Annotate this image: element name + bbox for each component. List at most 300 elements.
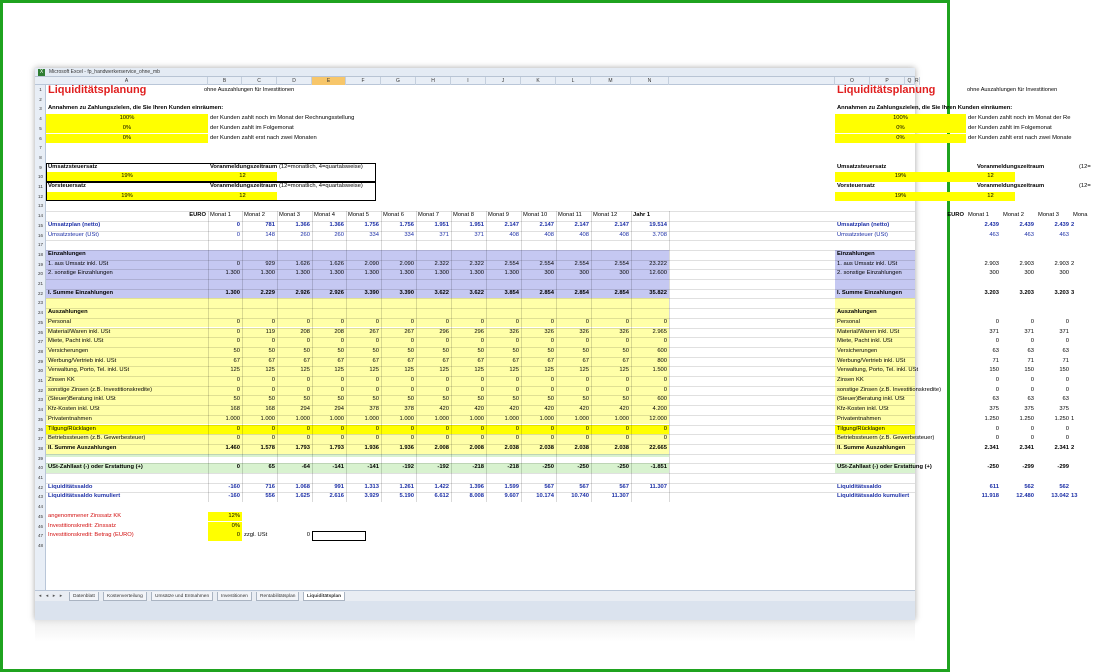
cell-value[interactable]: 125 [404,367,414,374]
cell-value[interactable]: 168 [230,406,240,413]
cell-value[interactable]: 1.000 [399,415,414,422]
cell-value[interactable]: 2 [1071,221,1075,228]
cell-value[interactable]: 0 [995,377,999,383]
cell-value[interactable]: 0 [550,318,554,325]
vst-period[interactable]: 12 [987,192,994,199]
cell-value[interactable]: 1.300 [504,270,519,277]
cell-value[interactable]: 0 [306,338,310,345]
cell-value[interactable]: 50 [442,396,449,403]
cell-value[interactable]: 0 [995,425,999,432]
cell-value[interactable]: 420 [579,406,589,413]
cell-value[interactable]: 0 [663,377,667,383]
cell-value[interactable]: 1.756 [399,221,414,228]
cell-value[interactable]: 562 [1024,483,1034,490]
cell-value[interactable]: -250 [617,464,629,471]
cell-value[interactable]: 0 [375,425,379,432]
cell-value[interactable]: 378 [404,406,414,413]
cell-value[interactable]: 334 [404,231,414,238]
cell-value[interactable]: 3.622 [434,289,449,296]
cell-value[interactable]: 0 [625,425,629,432]
cell-value[interactable]: 0 [445,338,449,345]
cell-value[interactable]: 2 [1071,444,1075,451]
cell-value[interactable]: 0 [585,377,589,383]
column-header-K[interactable]: K [521,77,556,85]
cell-value[interactable]: 63 [992,347,999,354]
cell-value[interactable]: 781 [265,221,275,228]
row-header[interactable]: 23 [37,300,43,306]
cell-value[interactable]: 2.439 [1019,221,1034,228]
cell-value[interactable]: 0 [550,425,554,432]
cell-value[interactable]: 1.756 [364,221,379,228]
cell-value[interactable]: 0 [236,386,240,393]
cell-value[interactable]: 2.554 [504,260,519,267]
row-header[interactable]: 38 [37,445,43,451]
cell-value[interactable]: 300 [989,270,999,277]
cell-value[interactable]: 378 [369,406,379,413]
cell-value[interactable]: 375 [1059,406,1069,413]
cell-value[interactable]: 1.396 [469,483,484,490]
cell-value[interactable]: 371 [474,231,484,238]
cell-value[interactable]: 463 [989,231,999,238]
cell-value[interactable]: -192 [437,464,449,471]
column-header-H[interactable]: H [416,77,451,85]
cell-value[interactable]: 0 [995,435,999,442]
cell-value[interactable]: 2.008 [469,444,484,451]
cell-value[interactable]: 0 [410,425,414,432]
cell-value[interactable]: 929 [265,260,275,267]
cell-value[interactable]: 0 [271,425,275,432]
cell-value[interactable]: 63 [1027,347,1034,354]
cell-value[interactable]: 800 [657,357,667,364]
cell-value[interactable] [1071,231,1073,241]
cell-value[interactable]: 3.622 [469,289,484,296]
row-header[interactable]: 20 [37,271,43,277]
cell-value[interactable]: 420 [474,406,484,413]
cell-value[interactable]: 2.854 [614,289,629,296]
cell-value[interactable]: 0 [625,318,629,325]
cell-value[interactable]: 0 [236,435,240,442]
cell-value[interactable]: 50 [547,396,554,403]
assumption-pct[interactable]: 100% [893,115,908,122]
column-header-C[interactable]: C [242,77,277,85]
ust-rate[interactable]: 19% [894,173,907,180]
column-header-G[interactable]: G [381,77,416,85]
cell-value[interactable]: 71 [992,357,999,364]
cell-value[interactable]: 2.854 [574,289,589,296]
cell-value[interactable]: 50 [372,396,379,403]
row-header[interactable]: 4 [39,116,42,122]
cell-value[interactable]: 0 [625,386,629,393]
cell-value[interactable]: 420 [619,406,629,413]
cell-value[interactable]: 2.926 [329,289,344,296]
cell-value[interactable]: 1.793 [329,444,344,451]
cell-value[interactable]: -299 [1057,464,1069,471]
cell-value[interactable]: 556 [265,493,275,500]
cell-value[interactable]: 0 [550,386,554,393]
cell-value[interactable]: -250 [542,464,554,471]
cell-value[interactable]: 1.068 [295,483,310,490]
cell-value[interactable]: 63 [1027,396,1034,403]
cell-value[interactable]: 2.008 [434,444,449,451]
cell-value[interactable] [1071,483,1073,493]
cell-value[interactable]: -141 [367,464,379,471]
cell-value[interactable]: 50 [547,347,554,354]
cell-value[interactable]: 326 [509,328,519,335]
cell-value[interactable] [1071,434,1073,444]
cell-value[interactable]: 65 [268,464,275,471]
cell-value[interactable]: 150 [1024,367,1034,374]
cell-value[interactable]: 0 [1030,318,1034,325]
cell-value[interactable]: 11.307 [649,483,667,490]
cell-value[interactable]: 50 [303,396,310,403]
cell-value[interactable]: 50 [622,396,629,403]
cell-value[interactable]: 611 [989,483,999,490]
cell-value[interactable]: 50 [407,347,414,354]
cell-value[interactable]: 0 [340,425,344,432]
cell-value[interactable]: 1.300 [295,270,310,277]
cell-value[interactable]: 0 [1065,425,1069,432]
cell-value[interactable]: 562 [1059,483,1069,490]
row-header[interactable]: 31 [37,378,43,383]
cell-value[interactable] [1071,347,1073,357]
cell-value[interactable] [1071,269,1073,279]
cell-value[interactable]: 0 [445,435,449,442]
sheet-tab[interactable]: Datenblatt [69,592,99,601]
cell-value[interactable]: 2.341 [1054,444,1069,451]
cell-value[interactable]: 2.439 [1054,221,1069,228]
cell-value[interactable]: 0 [585,435,589,442]
assumption-pct[interactable]: 0% [122,134,132,141]
cell-value[interactable]: 567 [619,483,629,490]
row-header[interactable]: 19 [37,261,43,267]
cell-value[interactable]: 67 [372,357,379,364]
column-header-gap[interactable] [669,77,835,85]
cell-value[interactable]: -218 [507,464,519,471]
cell-value[interactable]: 3 [1071,289,1075,296]
cell-value[interactable]: 2.147 [539,221,554,228]
row-header[interactable]: 37 [37,436,43,442]
cell-value[interactable]: 0 [550,338,554,345]
cell-value[interactable]: 0 [445,425,449,432]
cell-value[interactable]: 2.322 [434,260,449,267]
assumption-pct[interactable]: 0% [896,134,905,141]
cell-value[interactable]: 0 [585,338,589,345]
cell-value[interactable]: 2.926 [295,289,310,296]
cell-value[interactable]: 3.203 [984,289,999,296]
cell-value[interactable] [1071,463,1073,473]
cell-value[interactable] [1071,357,1073,367]
cell-value[interactable]: -160 [228,493,240,500]
row-header[interactable]: 46 [37,523,43,529]
cell-value[interactable]: 1.936 [364,444,379,451]
cell-value[interactable]: 1 [1071,415,1075,422]
ust-rate[interactable]: 19% [121,173,133,180]
cell-value[interactable]: 0 [236,425,240,432]
cell-value[interactable]: 0 [306,425,310,432]
cell-value[interactable]: 1.300 [364,270,379,277]
next-sheet-icon[interactable]: ▸ [52,593,56,599]
cell-value[interactable]: 125 [300,367,310,374]
cell-value[interactable]: 408 [544,231,554,238]
sheet-tab[interactable]: Liquiditätsplan [303,592,345,601]
first-sheet-icon[interactable]: ◂ [38,593,42,599]
cell-value[interactable]: 0 [236,231,240,238]
cell-value[interactable]: 1.300 [399,270,414,277]
row-header[interactable]: 26 [37,329,43,335]
cell-value[interactable]: 19.514 [649,221,667,228]
cell-value[interactable]: 0 [236,464,240,471]
cell-value[interactable]: 375 [1024,406,1034,413]
cell-value[interactable]: 12.480 [1016,493,1034,500]
cell-value[interactable]: 0 [445,377,449,383]
column-header-F[interactable]: F [346,77,381,85]
cell-value[interactable]: 0 [271,435,275,442]
cell-value[interactable]: 2.038 [539,444,554,451]
cell-value[interactable]: 420 [439,406,449,413]
cell-value[interactable]: 294 [300,406,310,413]
cell-value[interactable]: 371 [989,328,999,335]
cell-value[interactable]: 294 [334,406,344,413]
cell-value[interactable]: 1.250 [1054,415,1069,422]
cell-value[interactable]: 1.936 [399,444,414,451]
cell-value[interactable]: 0 [340,435,344,442]
row-header[interactable]: 16 [37,232,43,238]
cell-value[interactable]: 1.422 [434,483,449,490]
cell-value[interactable]: 1.626 [295,260,310,267]
cell-value[interactable] [1071,376,1073,386]
cell-value[interactable]: 11.918 [981,493,999,500]
cell-value[interactable]: 0 [445,318,449,325]
cell-value[interactable]: 463 [1024,231,1034,238]
cell-value[interactable]: -250 [987,464,999,471]
cell-value[interactable]: 0 [995,338,999,345]
cell-value[interactable]: 67 [233,357,240,364]
cell-value[interactable]: 1.366 [329,221,344,228]
cell-value[interactable]: -64 [301,464,310,471]
row-header[interactable]: 30 [37,368,43,374]
cell-value[interactable]: 0 [1065,338,1069,345]
cell-value[interactable]: 10.174 [536,493,554,500]
row-header[interactable]: 48 [37,542,43,548]
column-header-A[interactable]: A [46,77,208,85]
cell-value[interactable]: 2.439 [984,221,999,228]
cell-value[interactable]: 12.600 [649,270,667,277]
cell-value[interactable]: -160 [228,483,240,490]
cell-value[interactable]: 1.000 [364,415,379,422]
cell-value[interactable]: 0 [480,338,484,345]
sheet-tab[interactable]: Investitionen [217,592,252,601]
cell-value[interactable]: 0 [236,328,240,335]
cell-value[interactable]: 67 [477,357,484,364]
cell-value[interactable]: -141 [332,464,344,471]
cell-value[interactable]: 208 [334,328,344,335]
cell-value[interactable]: 326 [579,328,589,335]
cell-value[interactable]: 334 [369,231,379,238]
cell-value[interactable]: 1.000 [469,415,484,422]
cell-value[interactable]: 2.147 [614,221,629,228]
cell-value[interactable]: 125 [509,367,519,374]
cell-value[interactable]: 67 [442,357,449,364]
cell-value[interactable]: 8.008 [469,493,484,500]
row-header[interactable]: 12 [37,193,43,199]
cell-value[interactable]: 2.038 [574,444,589,451]
cell-value[interactable]: 300 [1024,270,1034,277]
cell-value[interactable]: 716 [265,483,275,490]
cell-value[interactable]: 1.000 [225,415,240,422]
cell-value[interactable]: 1.300 [225,289,240,296]
column-header-E[interactable]: E [312,77,346,85]
vst-rate[interactable]: 19% [121,192,133,199]
cell-value[interactable]: 50 [372,347,379,354]
column-header-L[interactable]: L [556,77,591,85]
row-header[interactable]: 9 [39,164,42,170]
cell-value[interactable]: 2.903 [1054,260,1069,267]
cell-value[interactable]: 11.307 [611,493,629,500]
cell-value[interactable]: 0 [236,221,240,228]
cell-value[interactable]: 125 [265,367,275,374]
cell-value[interactable]: 567 [579,483,589,490]
cell-value[interactable]: 125 [544,367,554,374]
cell-value[interactable]: 125 [369,367,379,374]
cell-value[interactable]: 12.000 [649,415,667,422]
cell-value[interactable]: 420 [509,406,519,413]
sheet-tab[interactable]: Umsätze und Entnahmen [151,592,213,601]
cell-value[interactable]: 0 [550,435,554,442]
cell-value[interactable]: 0 [480,377,484,383]
cell-value[interactable]: 1.625 [295,493,310,500]
cell-value[interactable]: 2.854 [539,289,554,296]
column-header-D[interactable]: D [277,77,312,85]
cell-value[interactable] [1071,425,1073,435]
cell-value[interactable]: 150 [989,367,999,374]
cell-value[interactable]: 0 [340,318,344,325]
cell-value[interactable] [1071,395,1073,405]
column-header-I[interactable]: I [451,77,486,85]
cell-value[interactable]: 2.554 [539,260,554,267]
cell-value[interactable]: 0 [1065,386,1069,393]
cell-value[interactable]: 296 [474,328,484,335]
cell-value[interactable]: 148 [265,231,275,238]
cell-value[interactable]: 0 [1065,377,1069,383]
cell-value[interactable]: 0 [480,435,484,442]
sheet-tab[interactable]: Rentabilitätsplan [256,592,299,601]
cell-value[interactable]: 67 [622,357,629,364]
cell-value[interactable]: 1.000 [504,415,519,422]
cell-value[interactable]: 0 [1065,435,1069,442]
cell-value[interactable]: 0 [515,318,519,325]
cell-value[interactable]: 1.578 [260,444,275,451]
row-header[interactable]: 17 [37,242,43,248]
cell-value[interactable]: 71 [1062,357,1069,364]
cell-value[interactable]: 5.190 [399,493,414,500]
cell-value[interactable]: 1.366 [295,221,310,228]
cell-value[interactable]: 300 [619,270,629,277]
cell-value[interactable]: 463 [1059,231,1069,238]
cell-value[interactable]: 0 [340,338,344,345]
row-header[interactable]: 11 [38,184,43,189]
cell-value[interactable]: 0 [410,377,414,383]
cell-value[interactable]: 1.250 [1019,415,1034,422]
cell-value[interactable]: -1.851 [650,464,667,471]
cell-value[interactable]: 0 [480,318,484,325]
cell-value[interactable]: 35.822 [649,289,667,296]
cell-value[interactable]: 0 [375,386,379,393]
cell-value[interactable]: 0 [340,377,344,383]
cell-value[interactable]: 1.951 [434,221,449,228]
spreadsheet-grid[interactable] [46,84,1091,590]
cell-value[interactable]: 0 [515,338,519,345]
cell-value[interactable]: 63 [992,396,999,403]
cell-value[interactable]: 50 [582,347,589,354]
cell-value[interactable]: 3.854 [504,289,519,296]
cell-value[interactable]: 2 [1071,260,1075,267]
cell-value[interactable]: 2.903 [1019,260,1034,267]
cell-value[interactable]: 0 [1030,386,1034,393]
row-header[interactable]: 40 [37,465,43,471]
row-header[interactable]: 7 [39,145,42,151]
cell-value[interactable]: 125 [230,367,240,374]
cell-value[interactable]: 2.038 [504,444,519,451]
cell-value[interactable]: 0 [306,386,310,393]
cell-value[interactable]: 371 [1059,328,1069,335]
row-header[interactable]: 41 [37,475,43,480]
cell-value[interactable]: 0 [1030,425,1034,432]
cell-value[interactable]: 0 [375,377,379,383]
cell-value[interactable]: 3.203 [1019,289,1034,296]
cell-value[interactable]: 3.708 [652,231,667,238]
column-header-N[interactable]: N [631,77,669,85]
assumption-pct[interactable]: 100% [119,115,135,122]
cell-value[interactable]: 0 [625,338,629,345]
row-header[interactable]: 42 [37,484,43,490]
row-header[interactable]: 45 [37,513,43,519]
cell-value[interactable]: 296 [439,328,449,335]
row-header[interactable]: 24 [37,310,43,316]
cell-value[interactable]: 0 [550,377,554,383]
cell-value[interactable]: 2.038 [614,444,629,451]
cell-value[interactable]: 4.200 [652,406,667,413]
cell-value[interactable]: 1.626 [329,260,344,267]
cell-value[interactable]: 0 [995,318,999,325]
cell-value[interactable]: 50 [512,396,519,403]
cell-value[interactable]: 1.300 [329,270,344,277]
row-header[interactable]: 18 [37,251,43,257]
cell-value[interactable]: 0 [663,338,667,345]
cell-value[interactable]: 1.793 [295,444,310,451]
cell-value[interactable]: 0 [410,318,414,325]
cell-value[interactable]: 0 [306,435,310,442]
cell-value[interactable]: 260 [334,231,344,238]
row-header[interactable]: 14 [37,213,43,219]
cell-value[interactable]: 0 [306,318,310,325]
cell-value[interactable]: 267 [369,328,379,335]
row-header[interactable]: 34 [37,407,43,413]
sheet-tab[interactable]: Kostenverteilung [103,592,147,601]
cell-value[interactable]: 50 [512,347,519,354]
column-header-O[interactable]: O [835,77,870,85]
cell-value[interactable]: 0 [236,338,240,345]
row-header[interactable]: 27 [37,339,43,345]
cell-value[interactable]: 0 [1030,338,1034,345]
cell-value[interactable]: 408 [509,231,519,238]
cell-value[interactable]: 0 [236,260,240,267]
cell-value[interactable]: 10.740 [571,493,589,500]
cell-value[interactable]: 0 [663,435,667,442]
cell-value[interactable]: 1.951 [469,221,484,228]
cell-value[interactable]: 1.261 [399,483,414,490]
cell-value[interactable]: -299 [1022,464,1034,471]
row-header[interactable]: 44 [37,504,43,510]
